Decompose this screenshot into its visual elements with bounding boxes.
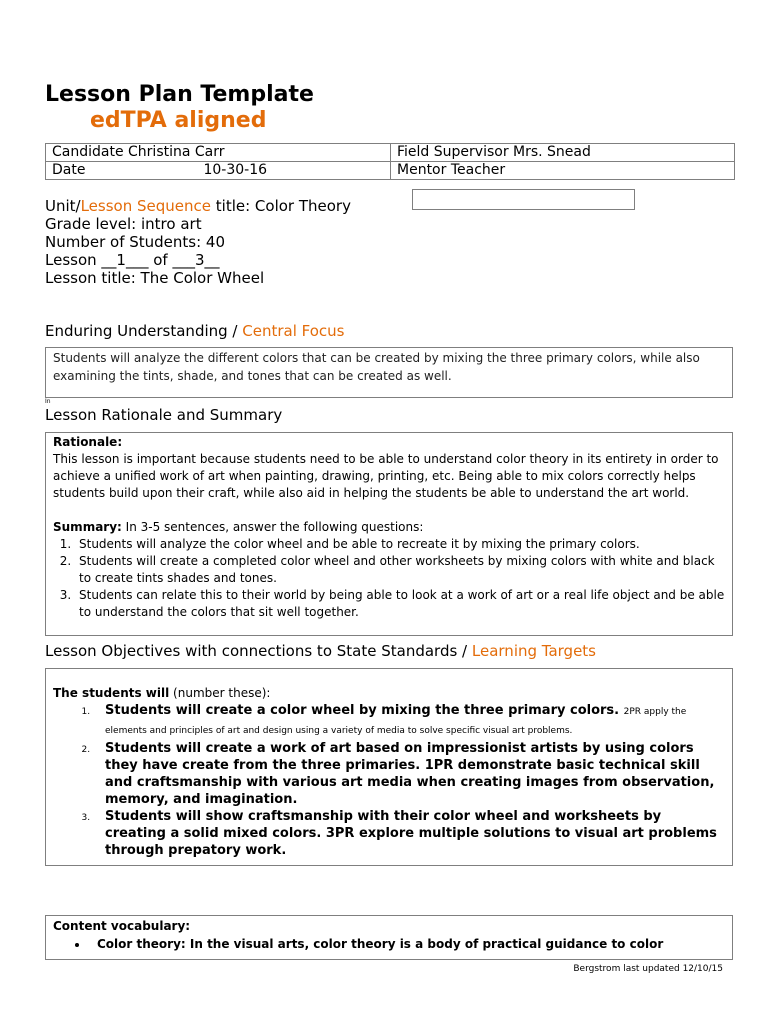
list-item: 2. Students will create a completed color wheel and other worksheets by mixing colors with white and black to create tints shades and tones. <box>75 553 725 587</box>
summary-line <box>53 519 725 536</box>
objectives-intro <box>53 685 725 702</box>
objectives-heading-prefix: Lesson Objectives with connections to State Standards / <box>45 642 472 660</box>
enduring-heading-highlight: Central Focus <box>242 322 345 340</box>
rationale-text: This lesson is important because students need to be able to understand color theory in its entirety in order to achieve a unified work of art when painting, drawing, printing, etc. Being able to mix colors correctly helps students build upon their craft, while also aid in helping the students be able to understand the art world. <box>53 452 719 500</box>
info-table <box>45 143 735 180</box>
stray-text: In <box>45 398 51 405</box>
summary-list <box>53 536 725 621</box>
grade-level: Grade level: intro art <box>45 215 202 233</box>
table-row <box>46 162 735 180</box>
date-cell <box>46 162 391 180</box>
list-item <box>93 740 725 808</box>
list-item <box>93 702 725 740</box>
footer-text: Bergstrom last updated 12/10/15 <box>573 964 723 974</box>
unit-prefix: Unit/ <box>45 197 81 215</box>
objectives-intro-bold: The students will <box>53 686 170 700</box>
objective-standard: 2PR apply the elements and principles of art and design using a variety of media to solve specific visual art problems. <box>105 707 687 736</box>
page-subtitle: edTPA aligned <box>90 108 267 133</box>
field-supervisor-cell: Field Supervisor Mrs. Snead <box>391 144 735 162</box>
enduring-heading-prefix: Enduring Understanding / <box>45 322 243 340</box>
table-row <box>46 144 735 162</box>
vocab-box <box>45 915 733 960</box>
objectives-heading-highlight: Learning Targets <box>471 642 596 660</box>
list-item: 3. Students can relate this to their world by being able to look at a work of art or a real life object and be able to understand the colors that sit well together. <box>75 587 725 621</box>
rationale-label: Rationale: <box>53 435 123 449</box>
enduring-heading <box>45 322 344 340</box>
objectives-list <box>53 702 725 859</box>
vocab-label: Content vocabulary: <box>53 919 191 933</box>
list-item <box>93 808 725 859</box>
date-label: Date <box>52 162 86 178</box>
objectives-intro-rest: (number these): <box>169 686 271 700</box>
rationale-box <box>45 432 733 636</box>
unit-highlight: Lesson Sequence <box>80 197 211 215</box>
unit-suffix: title: Color Theory <box>211 197 351 215</box>
lesson-count: Lesson __1___ of ___3__ <box>45 251 220 269</box>
objective-text: Students will create a color wheel by mixing the three primary colors. <box>105 703 624 718</box>
objectives-heading <box>45 642 596 660</box>
summary-intro: In 3-5 sentences, answer the following questions: <box>121 520 424 534</box>
objectives-box <box>45 668 733 866</box>
page-title: Lesson Plan Template <box>45 82 314 107</box>
lesson-title: Lesson title: The Color Wheel <box>45 269 265 287</box>
objective-text: Students will create a work of art based on impressionist artists by using colors they have create from the three primaries. 1PR demonstrate basic technical skill and craftsmanship with various art media when creating images from observation, memory, and imagination. <box>105 741 715 807</box>
summary-label: Summary: <box>53 520 122 534</box>
vocab-list <box>53 935 725 953</box>
empty-field-box[interactable] <box>412 189 635 210</box>
lesson-meta <box>45 197 351 287</box>
list-item: • Color theory: In the visual arts, color theory is a body of practical guidance to color <box>89 935 725 953</box>
list-item: 1. Students will analyze the color wheel and be able to recreate it by mixing the primary colors. <box>75 536 725 553</box>
objective-text: Students will show craftsmanship with their color wheel and worksheets by creating a solid mixed colors. 3PR explore multiple solutions to visual art problems through prepatory work. <box>105 809 717 858</box>
candidate-cell: Candidate Christina Carr <box>46 144 391 162</box>
number-of-students: Number of Students: 40 <box>45 233 226 251</box>
mentor-teacher-cell: Mentor Teacher <box>391 162 735 180</box>
unit-title <box>45 197 351 215</box>
enduring-box: Students will analyze the different colors that can be created by mixing the three primary colors, while also examining the tints, shade, and tones that can be created as well. <box>45 347 733 398</box>
date-value: 10-30-16 <box>203 162 268 178</box>
rationale-heading: Lesson Rationale and Summary <box>45 406 283 424</box>
